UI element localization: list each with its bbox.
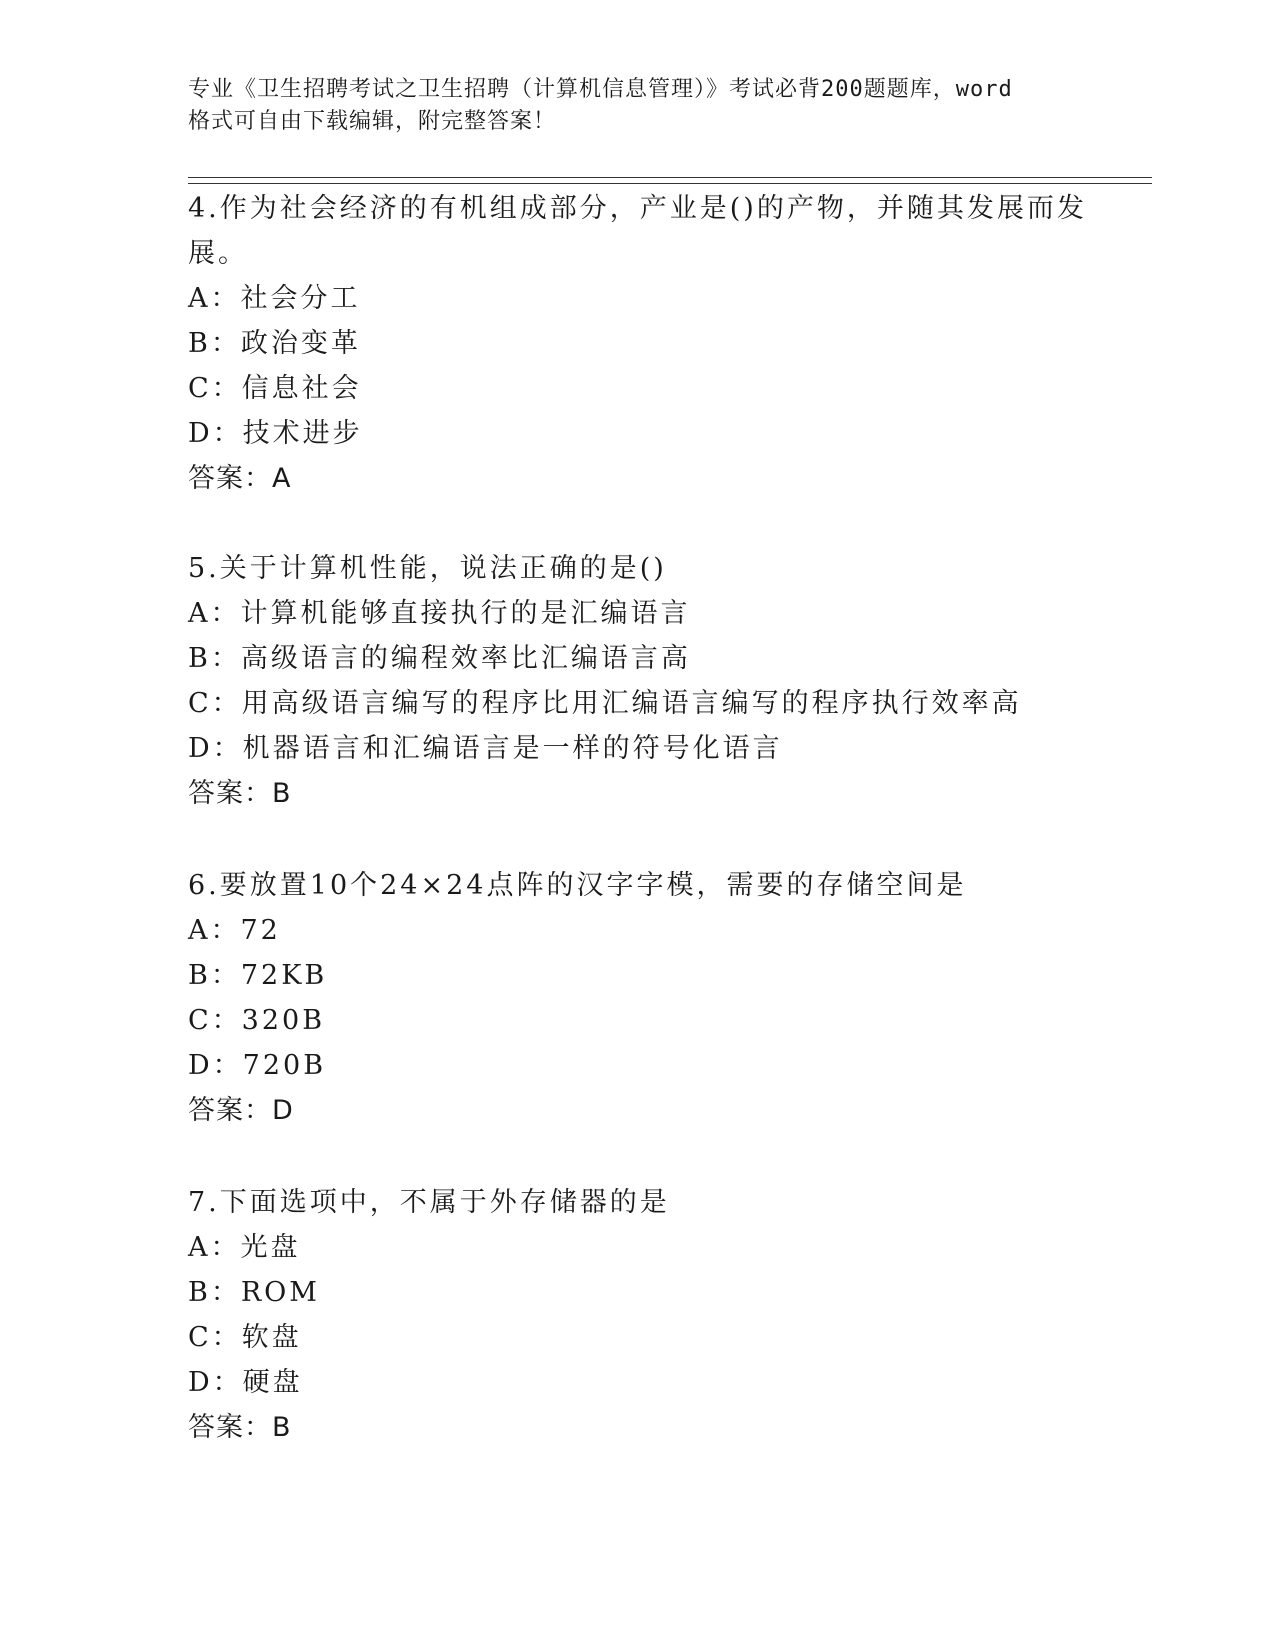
header-divider-top: [188, 177, 1152, 178]
option-b: [188, 636, 1088, 681]
option-label: A：: [188, 598, 241, 629]
option-b: [188, 1270, 1088, 1315]
option-a: [188, 276, 1088, 321]
answer: 答案：B: [188, 1412, 292, 1443]
question-6: [188, 863, 1088, 1133]
option-text: 用高级语言编写的程序比用汇编语言编写的程序执行效率高: [241, 688, 1022, 719]
option-d: [188, 1043, 1088, 1088]
option-c: [188, 366, 1088, 411]
option-text: 光盘: [240, 1232, 301, 1263]
answer: 答案：D: [188, 1095, 294, 1126]
option-c: [188, 998, 1088, 1043]
option-label: D：: [188, 1050, 243, 1081]
option-label: D：: [188, 733, 243, 764]
question-text: 5.关于计算机性能，说法正确的是(): [188, 553, 667, 584]
header-line-1: 专业《卫生招聘考试之卫生招聘（计算机信息管理）》考试必背200题题库，word: [188, 77, 1013, 102]
option-text: 320B: [241, 1005, 326, 1036]
question-7: [188, 1180, 1088, 1450]
option-text: 社会分工: [240, 283, 361, 314]
option-text: 高级语言的编程效率比汇编语言高: [240, 643, 691, 674]
option-label: B：: [188, 643, 241, 674]
option-a: [188, 591, 1088, 636]
option-d: [188, 411, 1088, 456]
option-c: [188, 681, 1088, 726]
header-line-2: 格式可自由下载编辑，附完整答案！: [188, 109, 557, 134]
option-a: [188, 1225, 1088, 1270]
question-5: [188, 546, 1088, 816]
question-text: 7.下面选项中，不属于外存储器的是: [188, 1187, 670, 1218]
option-text: 软盘: [241, 1322, 302, 1353]
option-text: 机器语言和汇编语言是一样的符号化语言: [242, 733, 783, 764]
option-text: 72: [240, 915, 281, 946]
option-text: 技术进步: [242, 418, 363, 449]
option-label: C：: [188, 1005, 242, 1036]
answer: 答案：A: [188, 463, 292, 494]
option-b: [188, 953, 1088, 998]
option-text: 硬盘: [242, 1367, 303, 1398]
option-text: 信息社会: [241, 373, 362, 404]
option-label: B：: [188, 1277, 241, 1308]
option-c: [188, 1315, 1088, 1360]
option-text: 72KB: [240, 960, 328, 991]
answer: 答案：B: [188, 778, 292, 809]
option-text: 计算机能够直接执行的是汇编语言: [240, 598, 691, 629]
option-label: A：: [188, 283, 241, 314]
option-label: C：: [188, 688, 242, 719]
question-text: 4.作为社会经济的有机组成部分，产业是()的产物，并随其发展而发: [188, 193, 1087, 224]
option-d: [188, 1360, 1088, 1405]
option-d: [188, 726, 1088, 771]
header-divider-bottom: [188, 183, 1152, 184]
document-header: [188, 74, 1088, 138]
question-text-continued: 展。: [188, 238, 248, 269]
option-b: [188, 321, 1088, 366]
option-label: D：: [188, 418, 243, 449]
option-label: D：: [188, 1367, 243, 1398]
option-label: A：: [188, 1232, 241, 1263]
option-text: 720B: [242, 1050, 327, 1081]
option-label: A：: [188, 915, 241, 946]
option-label: C：: [188, 373, 242, 404]
question-text: 6.要放置10个24×24点阵的汉字字模，需要的存储空间是: [188, 870, 967, 901]
question-4: [188, 186, 1088, 501]
option-label: B：: [188, 328, 241, 359]
option-text: 政治变革: [240, 328, 361, 359]
option-a: [188, 908, 1088, 953]
option-label: C：: [188, 1322, 242, 1353]
option-label: B：: [188, 960, 241, 991]
option-text: ROM: [240, 1277, 320, 1308]
